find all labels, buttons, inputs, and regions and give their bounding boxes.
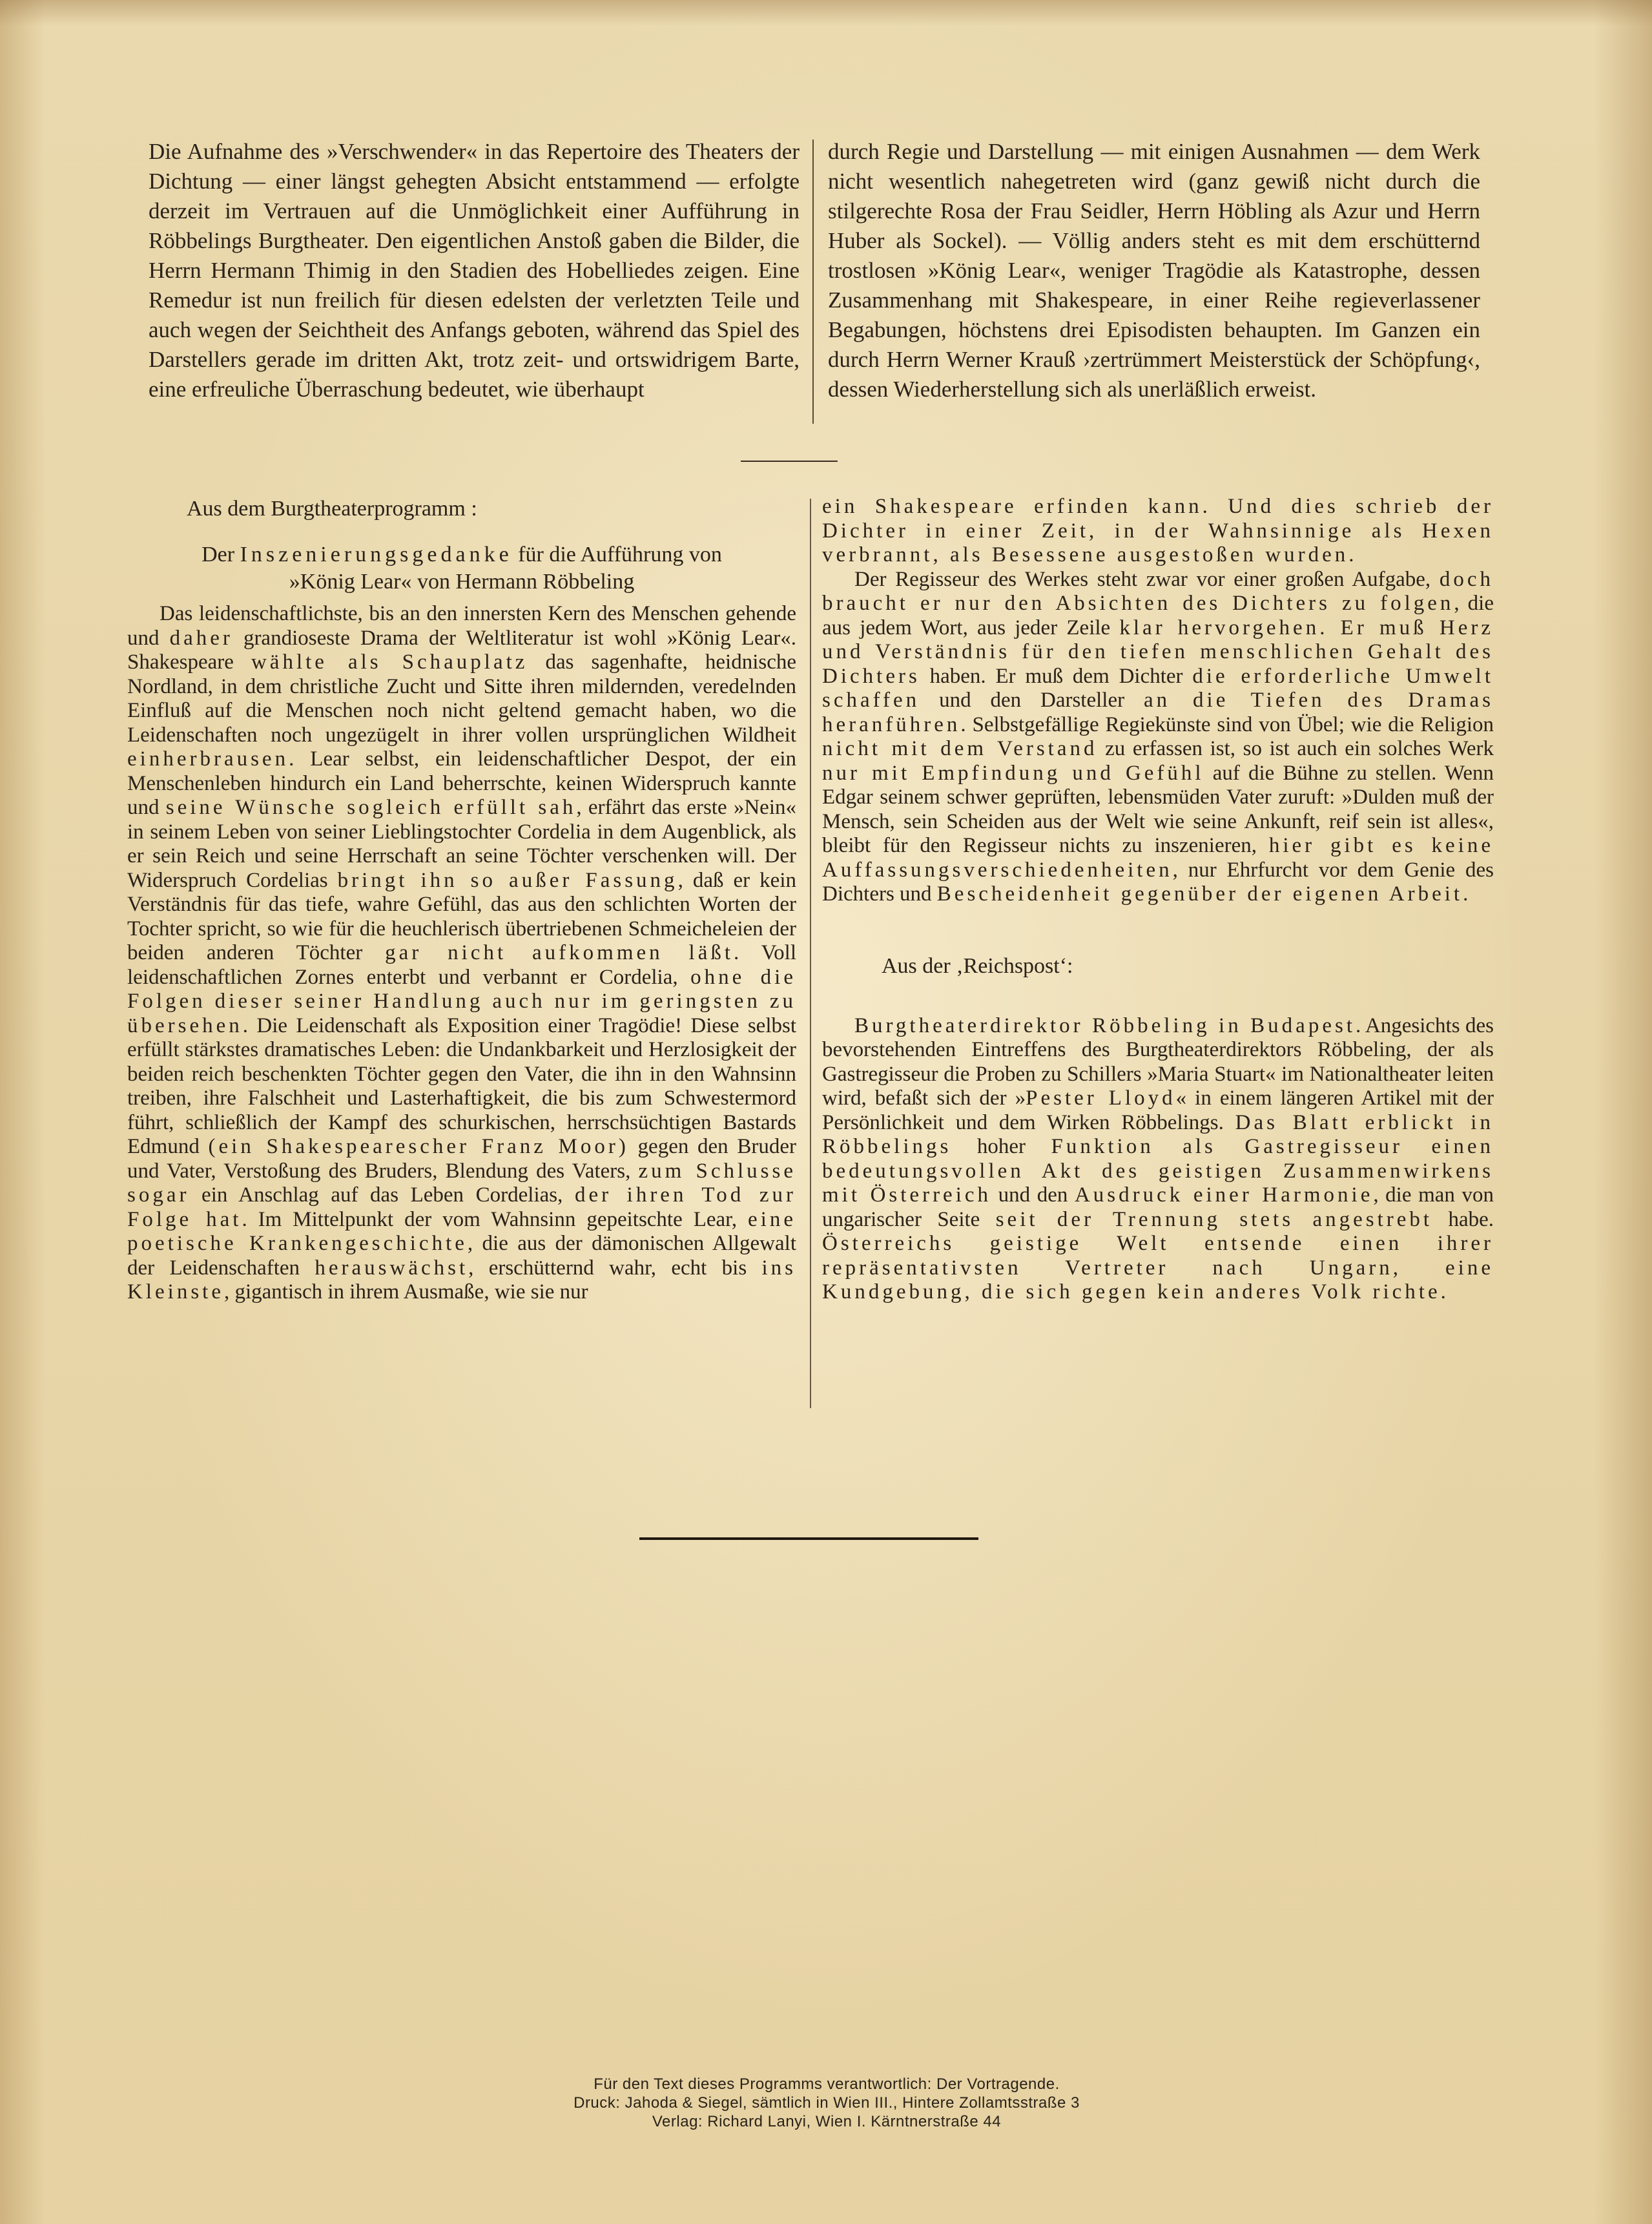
spaced-emphasis: seine Wünsche sogleich erfüllt sah (165, 796, 577, 819)
column-divider-top (812, 140, 814, 424)
spaced-emphasis: doch braucht er nur den Absichten des Dichters zu folgen (822, 567, 1494, 615)
reichspost-paragraph (822, 1014, 1494, 1305)
spaced-emphasis: daher (169, 626, 233, 650)
text-run: und den (991, 1183, 1075, 1207)
closing-rule (639, 1537, 978, 1540)
text-run: . (1440, 1280, 1446, 1304)
burg-paragraph-1 (127, 602, 796, 1305)
text-run: und den Darsteller (920, 689, 1144, 712)
burgtheater-reichspost-column (822, 495, 1494, 1305)
text-run: zu erfassen ist, so ist auch ein solches Werk (1097, 737, 1494, 760)
text-run: ein Anschlag auf das Leben Cordelias, (189, 1183, 575, 1207)
text-run: . Angesichts des bevorstehenden Eintreffens des Burgtheaterdirektors Röbbeling, der als Gastregisseur die Proben zu Schillers »Maria Stuart« im Nationaltheater leiten wird, befaßt sich der » (822, 1013, 1494, 1110)
text-run: , die aus jedem Wort, aus jeder Zeile (822, 592, 1494, 639)
section-separator (741, 461, 838, 462)
spaced-emphasis: zum Schlusse sogar (127, 1159, 796, 1207)
spaced-emphasis: Bescheidenheit gegenüber der eigenen Arbeit (936, 882, 1463, 906)
text-run: . Voll leidenschaftlichen Zornes enterbt und verbannt er Cordelia, (127, 941, 796, 989)
text-run: . Im Mittelpunkt der vom Wahnsinn gepeitschte Lear, (242, 1207, 749, 1231)
spaced-emphasis: eine poetische Krankengeschichte (127, 1207, 797, 1255)
text-run: haben. Er muß dem Dichter (920, 664, 1193, 688)
heading-spaced-word: Inszenierungsgedanke (240, 543, 513, 566)
spaced-emphasis: klar hervorgehen. Er muß Herz und Verständnis für den tiefen menschlichen Gehalt des Dichters (822, 616, 1494, 688)
text-run: Der Regisseur des Werkes steht zwar vor einer großen Aufgabe, (854, 567, 1440, 591)
spaced-emphasis: hier gibt es keine Auffassungsverschiedenheiten (822, 834, 1494, 882)
text-run: « in einem längeren Artikel mit der Persönlichkeit und dem Wirken Röbbelings. (822, 1086, 1494, 1134)
text-run: , die man von ungarischer Seite (822, 1183, 1494, 1231)
spaced-emphasis: nicht mit dem Verstand (822, 737, 1098, 760)
review-column-right: durch Regie und Darstellung — mit einigen Ausnahmen — dem Werk nicht wesentlich nahegetreten wird (ganz gewiß nicht durch die stilgerechte Rosa der Frau Seidler, Herrn Höbling als Azur und Herrn Huber als Sockel). — Völlig anders steht es mit dem erschütternd trostlosen »König Lear«, weniger Tragödie als Katastrophe, dessen Zusammenhang mit Shakespeare, in einer Reihe regieverlassener Begabungen, höchstens drei Episodisten behaupten. Im Ganzen ein durch Herrn Werner Krauß ›zertrümmert Meisterstück der Schöpfung‹, dessen Wiederherstellung sich als unerläßlich erweist. (828, 139, 1480, 402)
spaced-emphasis: die erforderliche Umwelt schaffen (822, 664, 1494, 712)
text-run: auf die Bühne zu stellen. Wenn Edgar seinem schwer geprüften, lebensmüden Vater zuruft: »Dulden muß der Mensch, sein Scheiden aus der Welt wie seine Ankunft, reif sein ist alles«, bleibt für den Regisseur nichts zu inszenieren, (822, 761, 1494, 857)
spaced-emphasis: der ihren Tod zur Folge hat (127, 1183, 796, 1231)
text-run: , erschütternd wahr, echt bis (468, 1256, 762, 1280)
spaced-emphasis: Burgtheaterdirektor Röbbeling in Budapest (854, 1013, 1356, 1037)
text-run: . Lear selbst, ein leidenschaftlicher Despot, der ein Menschenleben hindurch ein Land beherrschte, keinen Widerspruch kannte und (127, 747, 796, 819)
spaced-emphasis: Ausdruck einer Harmonie (1074, 1183, 1374, 1207)
text-run: , daß er kein Verständnis für das tiefe, wahre Gefühl, das aus den schlichten Worten der Tochter spricht, so wie für die heuchlerisch übertriebenen Schmeicheleien der beiden anderen Töchter (127, 868, 796, 964)
text-run: das sagenhafte, heidnische Nordland, in dem christliche Zucht und Sitte ihren mildernden, veredelnden Einfluß auf die Menschen noch nicht geltend gemacht haben, wo die Leidenschaften noch ungezügelt in ihrer vollen ursprünglichen Wildheit (127, 650, 797, 747)
spaced-emphasis: nur mit Empfindung und Gefühl (822, 761, 1204, 785)
spaced-emphasis: an die Tiefen des Dramas heranführen (822, 689, 1494, 736)
spaced-emphasis: bringt ihn so außer Fassung (337, 868, 678, 892)
text-run: habe. (1432, 1207, 1494, 1231)
text-run: . Selbstgefällige Regiekünste sind von Übel; wie die Religion (960, 712, 1494, 736)
spaced-emphasis: Das Blatt erblickt in Röbbelings (822, 1110, 1494, 1158)
text-run: . Die Leidenschaft als Exposition einer Tragödie! Diese selbst erfüllt stärkstes dramatisches Leben: die Undankbarkeit und Herzlosigkeit der beiden reich beschenkten Töchter gegen den Vater, die ihn in den Wahnsinn treiben, ihre Falschheit und Lasterhaftigkeit, die bis zum Schwestermord führt, schließlich der Kampf des schurkischen, herrschsüchtigen Bastards Edmund (127, 1013, 796, 1158)
text-run: , nur Ehrfurcht vor dem Genie des Dichters und (822, 858, 1494, 906)
spaced-emphasis: ohne die Folgen dieser seiner Handlung auch nur im geringsten zu übersehen (127, 965, 796, 1037)
spaced-emphasis: gar nicht aufkommen läßt (385, 941, 734, 964)
spaced-emphasis: wählte als Schauplatz (251, 650, 528, 674)
text-run: , gigantisch in ihrem Ausmaße, wie sie nur (223, 1280, 588, 1304)
text-run: , die aus der dämonischen Allgewalt der Leidenschaften (127, 1232, 796, 1280)
text-run: . (1463, 882, 1469, 906)
text-run: Das leidenschaftlichste, bis an den innersten Kern des Menschen gehende und (127, 602, 796, 650)
paper-edge-top (0, 0, 1652, 26)
footer-printer: Druck: Jahoda & Siegel, sämtlich in Wien III., Hintere Zollamtsstraße 3 (573, 2094, 1080, 2112)
spaced-emphasis: seit der Trennung stets angestrebt (995, 1207, 1433, 1231)
heading-prefix: Der (201, 543, 235, 566)
text-run: grandioseste Drama der Weltliteratur ist wohl »König Lear«. Shakespeare (127, 626, 796, 674)
inszenierung-heading (127, 541, 796, 596)
spaced-emphasis: Funktion als Gastregisseur einen bedeutungsvollen Akt des geistigen Zusammenwirkens mit Österreich (822, 1135, 1494, 1207)
text-run: hoher (951, 1135, 1051, 1158)
spaced-emphasis: (ein Shakespearescher Franz Moor) (208, 1135, 629, 1158)
spaced-emphasis: herauswächst (315, 1256, 469, 1280)
burgtheater-label: Aus dem Burgtheaterprogramm : (187, 497, 477, 521)
footer-publisher: Verlag: Richard Lanyi, Wien I. Kärntnerstraße 44 (652, 2113, 1002, 2130)
imprint-footer (452, 2075, 1201, 2131)
burg-paragraph-1-continued (822, 495, 1494, 568)
heading-rest: für die Aufführung von (518, 543, 722, 566)
reichspost-label: Aus der ‚Reichspost‘: (882, 953, 1073, 978)
spaced-emphasis: Österreichs geistige Welt entsende einen ihrer repräsentativsten Vertreter nach Ungarn, eine Kundgebung, die sich gegen kein anderes Volk richte (822, 1232, 1494, 1304)
burg-paragraph-2 (822, 568, 1494, 907)
spaced-emphasis: Pester Lloyd (1026, 1086, 1176, 1110)
text-run: gegen den Bruder und Vater, Verstoßung des Bruders, Blendung des Vaters, (127, 1135, 797, 1183)
text-run: , erfährt das erste »Nein« in seinem Leben von seiner Lieblingstochter Cordelia in dem Augenblick, als er sein Reich und seine Herrschaft an seine Töchter verschenken will. Der Widerspruch Cordelias (127, 796, 796, 892)
footer-responsibility: Für den Text dieses Programms verantwortlich: Der Vortragende. (594, 2075, 1060, 2093)
spaced-emphasis: ins Kleinste (127, 1256, 796, 1304)
burgtheater-column (127, 495, 796, 1305)
paper-edge-right (1594, 0, 1652, 2224)
heading-line-2: »König Lear« von Hermann Röbbeling (289, 570, 635, 594)
spaced-emphasis: einherbrausen (127, 747, 289, 771)
review-column-left: Die Aufnahme des »Verschwender« in das Repertoire des Theaters der Dichtung — einer längst gehegten Absicht entstammend — erfolgte derzeit im Vertrauen auf die Unmöglichkeit einer Aufführung in Röbbelings Burgtheater. Den eigentlichen Anstoß gaben die Bilder, die Herrn Hermann Thimig in den Stadien des Hobelliedes zeigen. Eine Remedur ist nun freilich für diesen edelsten der verletzten Teile und auch wegen der Seichtheit des Anfangs geboten, während das Spiel des Darstellers gerade im dritten Akt, trotz zeit- und ortswidrigem Barte, eine erfreuliche Überraschung bedeutet, wie überhaupt (149, 139, 800, 402)
paper-edge-left (0, 0, 45, 2224)
column-divider-lower (810, 499, 811, 1408)
spaced-emphasis: ein Shakespeare erfinden kann. Und dies schrieb der Dichter in einer Zeit, in der Wahnsinnige als Hexen verbrannt, als Besessene ausgestoßen wurden. (822, 495, 1494, 566)
